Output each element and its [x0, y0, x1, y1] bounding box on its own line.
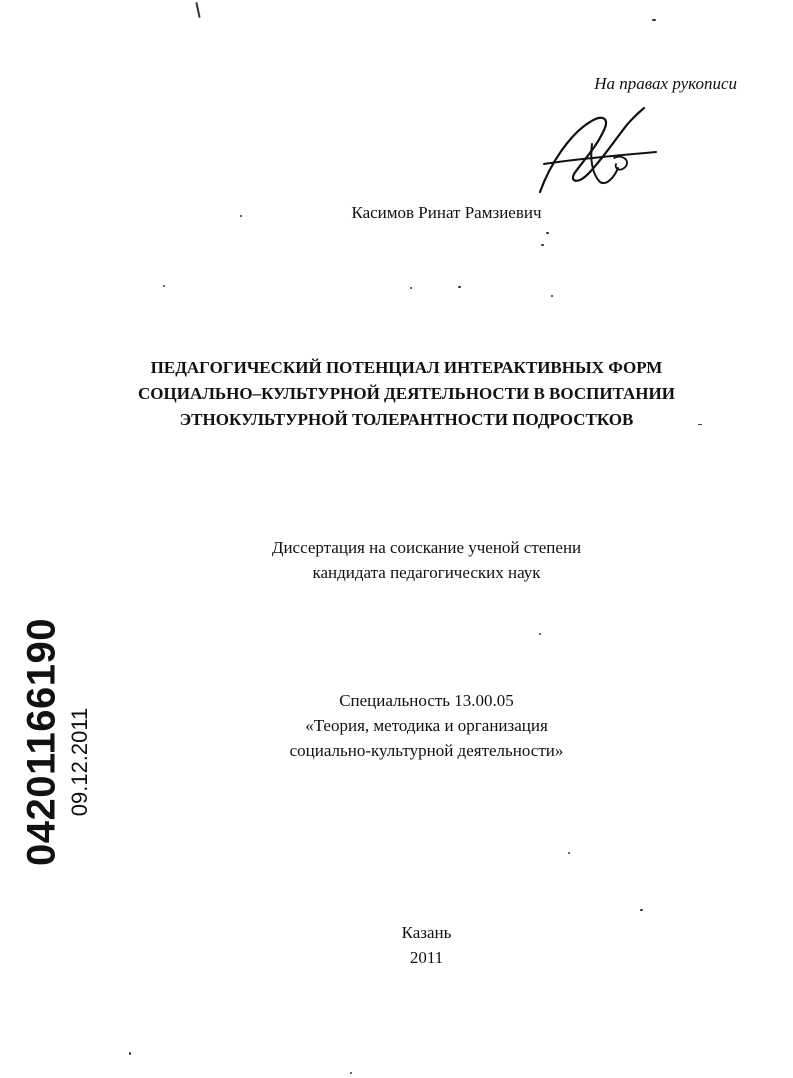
scan-speck — [568, 852, 570, 854]
specialty-statement — [0, 688, 793, 763]
scan-speck — [410, 287, 412, 289]
scan-speck — [195, 2, 200, 18]
specialty-line: Специальность 13.00.05 — [339, 691, 514, 710]
stamp-number: 04201166190 — [19, 618, 64, 866]
scan-speck — [163, 285, 165, 287]
stamp-date: 09.12.2011 — [67, 707, 92, 817]
scan-speck — [551, 295, 553, 297]
title-line: СОЦИАЛЬНО–КУЛЬТУРНОЙ ДЕЯТЕЛЬНОСТИ В ВОСПИТАНИИ — [138, 384, 675, 403]
place-and-year — [0, 920, 793, 970]
scan-speck — [652, 19, 656, 21]
degree-line: Диссертация на соискание ученой степени — [271, 538, 582, 557]
scan-speck — [640, 909, 643, 911]
title-line: ЭТНОКУЛЬТУРНОЙ ТОЛЕРАНТНОСТИ ПОДРОСТКОВ — [179, 410, 634, 429]
author-name: Касимов Ринат Рамзиевич — [351, 203, 542, 222]
degree-line: кандидата педагогических наук — [312, 563, 541, 582]
title-line: ПЕДАГОГИЧЕСКИЙ ПОТЕНЦИАЛ ИНТЕРАКТИВНЫХ ФОРМ — [150, 358, 663, 377]
scan-speck — [698, 424, 702, 425]
scan-speck — [539, 633, 541, 635]
year: 2011 — [409, 948, 444, 967]
scan-speck — [350, 1072, 352, 1074]
city: Казань — [401, 923, 452, 942]
scan-speck — [546, 232, 549, 234]
specialty-line: «Теория, методика и организация — [305, 716, 548, 735]
scan-speck — [129, 1052, 131, 1055]
manuscript-note: На правах рукописи — [594, 74, 737, 93]
scan-speck — [458, 286, 461, 288]
scan-speck — [240, 215, 242, 217]
degree-statement — [0, 535, 793, 585]
dissertation-title — [0, 355, 793, 433]
specialty-line: социально-культурной деятельности» — [289, 741, 564, 760]
handwritten-signature — [530, 104, 660, 199]
scan-speck — [541, 244, 544, 246]
